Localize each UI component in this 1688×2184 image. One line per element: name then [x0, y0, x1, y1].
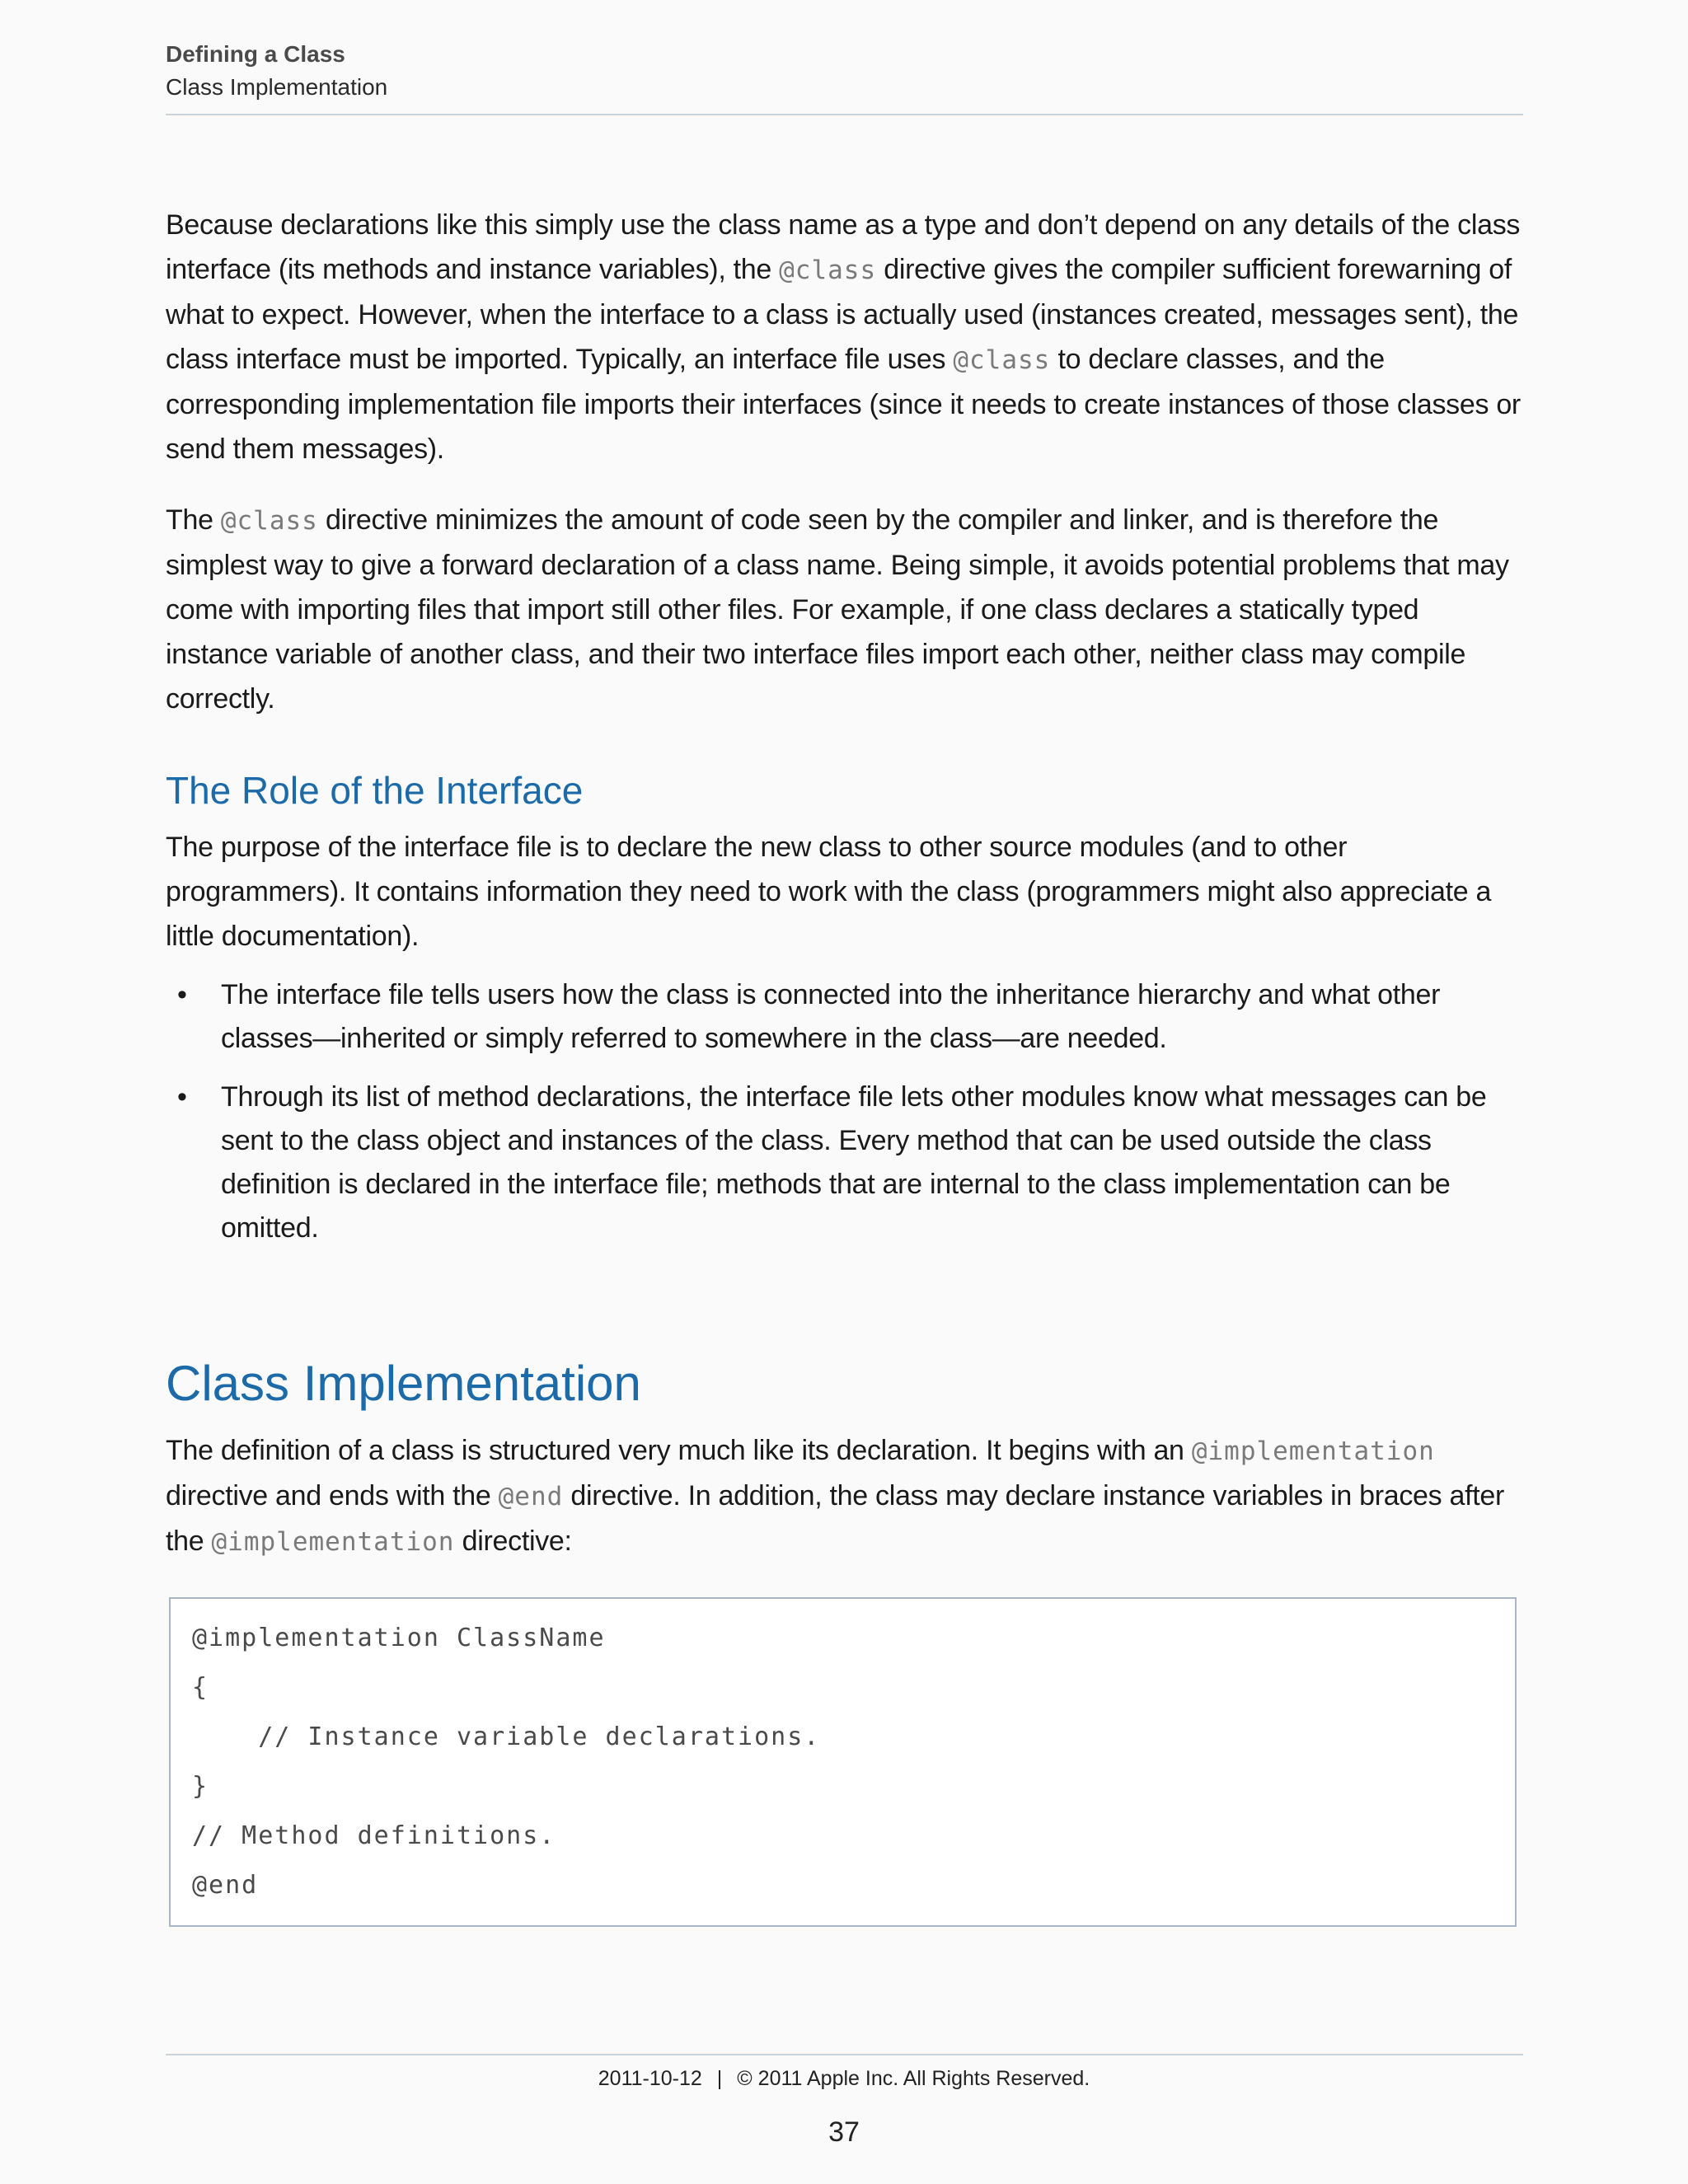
list-item [166, 973, 1523, 1061]
inline-code-implementation: @implementation [211, 1527, 455, 1557]
code-line: { [192, 1673, 209, 1702]
inline-code-class: @class [953, 345, 1051, 375]
paragraph-class-directive-usage [166, 203, 1523, 471]
inline-code-class: @class [220, 506, 318, 536]
footer-divider [166, 2054, 1523, 2055]
page-footer [0, 2064, 1688, 2093]
list-item [166, 1076, 1523, 1250]
inline-code-end: @end [498, 1482, 564, 1511]
paragraph-text: directive gives the compiler sufficient forewarning of what to expect. However, when the interface to a class is actually used (instances created, messages sent), the class interface must be imported. Typically, an interface file uses [166, 254, 1519, 375]
footer-copyright: © 2011 Apple Inc. All Rights Reserved. [737, 2067, 1090, 2090]
paragraph-text: directive. In addition, the class may declare instance variables in braces after the [166, 1480, 1505, 1557]
paragraph-text: directive: [454, 1526, 572, 1557]
paragraph-class-directive-benefits [166, 498, 1523, 721]
code-line: // Instance variable declarations. [192, 1722, 821, 1751]
code-line: } [192, 1772, 209, 1801]
paragraph-implementation-definition [166, 1428, 1523, 1564]
bullet-icon: • [177, 1081, 187, 1113]
inline-code-implementation: @implementation [1191, 1436, 1435, 1466]
heading-role-of-interface: The Role of the Interface [166, 769, 584, 812]
paragraph-text: to declare classes, and the corresponding implementation file imports their interfaces (since it needs to create instances of those classes or send them messages). [166, 344, 1521, 465]
paragraph-text: The [166, 504, 221, 536]
header-section-title: Class Implementation [166, 74, 388, 100]
paragraph-text: The definition of a class is structured very much like its declaration. It begins with an [166, 1435, 1192, 1466]
code-line: @end [192, 1871, 259, 1900]
header-divider [166, 114, 1523, 115]
inline-code-class: @class [779, 255, 877, 285]
bullet-icon: • [177, 979, 187, 1010]
paragraph-interface-purpose: The purpose of the interface file is to declare the new class to other source modules (and to other programmers). It contains information they need to work with the class (programmers might also appreciate a little documentation). [166, 832, 1492, 952]
heading-class-implementation: Class Implementation [166, 1356, 641, 1411]
paragraph-text: directive and ends with the [166, 1480, 499, 1511]
code-line: // Method definitions. [192, 1821, 556, 1850]
bullet-list [166, 973, 1523, 1250]
page-number: 37 [828, 2116, 860, 2148]
code-listing [169, 1597, 1517, 1927]
running-header [166, 38, 1523, 104]
footer-separator: | [716, 2067, 723, 2090]
list-item-text: Through its list of method declarations, the interface file lets other modules know what messages can be sent to the class object and instances of the class. Every method that can be used outside the class definition is declared in the interface file; methods that are internal to the class implementation can be omitted. [221, 1081, 1487, 1244]
page-content [166, 203, 1523, 1927]
header-chapter-title: Defining a Class [166, 41, 345, 67]
footer-date: 2011-10-12 [598, 2067, 702, 2090]
paragraph-text: Because declarations like this simply use the class name as a type and don’t depend on any details of the class interface (its methods and instance variables), the [166, 209, 1521, 285]
paragraph-text: directive minimizes the amount of code seen by the compiler and linker, and is therefore the simplest way to give a forward declaration of a class name. Being simple, it avoids potential problems that may come with importing files that import still other files. For example, if one class declares a statically typed instance variable of another class, and their two interface files import each other, neither class may compile correctly. [166, 504, 1509, 715]
list-item-text: The interface file tells users how the class is connected into the inheritance hierarchy and what other classes—inherited or simply referred to somewhere in the class—are needed. [221, 979, 1441, 1054]
code-line: @implementation ClassName [192, 1624, 606, 1652]
